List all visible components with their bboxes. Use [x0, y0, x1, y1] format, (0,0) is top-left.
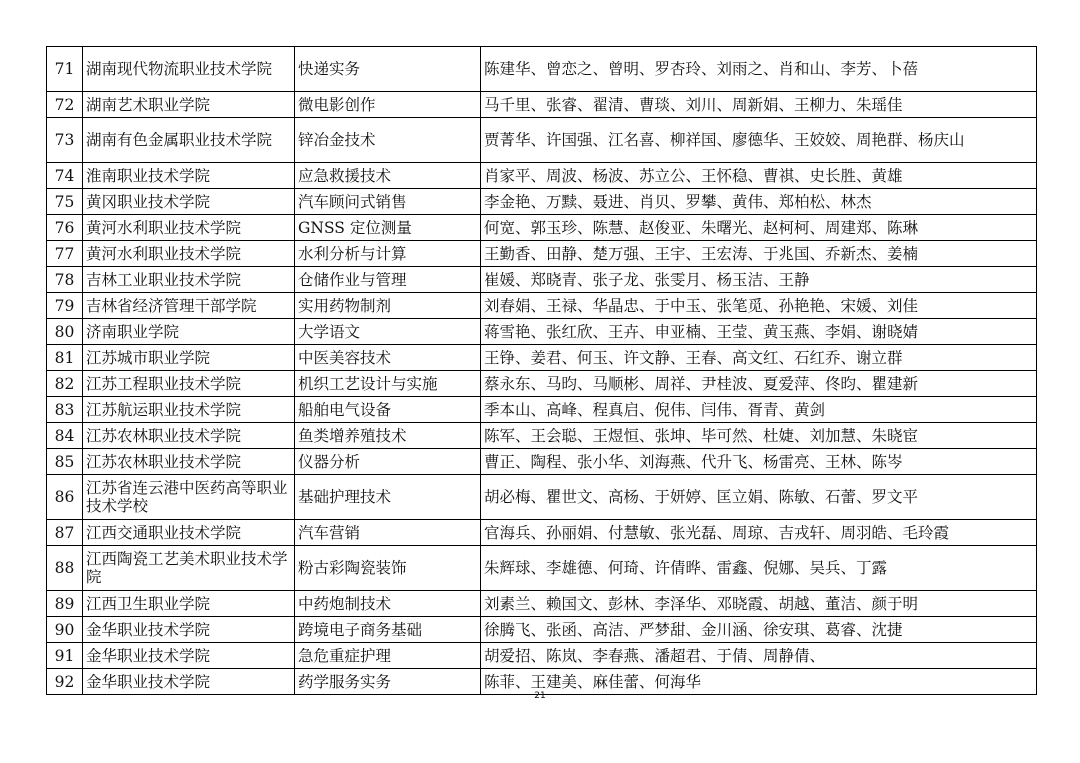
school-name-cell: 江西陶瓷工艺美术职业技术学院 — [83, 546, 295, 591]
row-number-cell: 71 — [47, 47, 83, 92]
school-name-cell: 江苏工程职业技术学院 — [83, 371, 295, 397]
table-row — [47, 293, 1037, 319]
course-name-cell: 锌冶金技术 — [295, 118, 481, 163]
row-number-cell: 74 — [47, 163, 83, 189]
school-name-cell: 济南职业学院 — [83, 319, 295, 345]
school-name-cell: 江苏农林职业技术学院 — [83, 423, 295, 449]
table-row — [47, 397, 1037, 423]
row-number-cell: 73 — [47, 118, 83, 163]
team-members-cell: 贾菁华、许国强、江名喜、柳祥国、廖德华、王姣姣、周艳群、杨庆山 — [481, 118, 1037, 163]
course-name-cell: 仓储作业与管理 — [295, 267, 481, 293]
school-name-cell: 湖南艺术职业学院 — [83, 92, 295, 118]
table-row — [47, 215, 1037, 241]
course-name-cell: 船舶电气设备 — [295, 397, 481, 423]
row-number-cell: 91 — [47, 643, 83, 669]
course-name-cell: 实用药物制剂 — [295, 293, 481, 319]
row-number-cell: 78 — [47, 267, 83, 293]
school-name-cell: 江西交通职业技术学院 — [83, 520, 295, 546]
team-members-cell: 陈军、王会聪、王煜恒、张坤、毕可然、杜婕、刘加慧、朱晓宦 — [481, 423, 1037, 449]
school-name-cell: 江苏城市职业学院 — [83, 345, 295, 371]
course-name-cell: 水利分析与计算 — [295, 241, 481, 267]
team-members-cell: 李金艳、万黩、聂进、肖贝、罗攀、黄伟、郑柏松、林杰 — [481, 189, 1037, 215]
course-name-cell: 基础护理技术 — [295, 475, 481, 520]
course-name-cell: 中药炮制技术 — [295, 591, 481, 617]
table-row — [47, 449, 1037, 475]
table-body — [47, 47, 1037, 695]
table-row — [47, 591, 1037, 617]
row-number-cell: 79 — [47, 293, 83, 319]
team-members-cell: 蔡永东、马昀、马顺彬、周祥、尹桂波、夏爱萍、佟昀、瞿建新 — [481, 371, 1037, 397]
course-name-cell: 药学服务实务 — [295, 669, 481, 695]
course-name-cell: 跨境电子商务基础 — [295, 617, 481, 643]
row-number-cell: 85 — [47, 449, 83, 475]
team-members-cell: 朱辉球、李雄德、何琦、许倩晔、雷鑫、倪娜、吴兵、丁露 — [481, 546, 1037, 591]
team-members-cell: 何宽、郭玉珍、陈慧、赵俊亚、朱曙光、赵柯柯、周建郑、陈琳 — [481, 215, 1037, 241]
row-number-cell: 83 — [47, 397, 83, 423]
school-name-cell: 金华职业技术学院 — [83, 643, 295, 669]
row-number-cell: 87 — [47, 520, 83, 546]
table-row — [47, 546, 1037, 591]
team-members-cell: 刘素兰、赖国文、彭林、李泽华、邓晓霞、胡越、董洁、颜于明 — [481, 591, 1037, 617]
course-name-cell: 机织工艺设计与实施 — [295, 371, 481, 397]
course-name-cell: 快递实务 — [295, 47, 481, 92]
row-number-cell: 88 — [47, 546, 83, 591]
table-row — [47, 267, 1037, 293]
course-name-cell: 微电影创作 — [295, 92, 481, 118]
table-row — [47, 520, 1037, 546]
school-name-cell: 湖南现代物流职业技术学院 — [83, 47, 295, 92]
table-row — [47, 319, 1037, 345]
team-members-cell: 陈菲、王建美、麻佳蕾、何海华 — [481, 669, 1037, 695]
row-number-cell: 86 — [47, 475, 83, 520]
team-members-cell: 崔媛、郑晓青、张子龙、张雯月、杨玉洁、王静 — [481, 267, 1037, 293]
table-row — [47, 241, 1037, 267]
team-members-cell: 王勤香、田静、楚万强、王宇、王宏涛、于兆国、乔新杰、姜楠 — [481, 241, 1037, 267]
table-row — [47, 475, 1037, 520]
table-row — [47, 643, 1037, 669]
course-name-cell: 粉古彩陶瓷装饰 — [295, 546, 481, 591]
team-members-cell: 曹正、陶程、张小华、刘海燕、代升飞、杨雷亮、王林、陈岑 — [481, 449, 1037, 475]
team-members-cell: 刘春娟、王禄、华晶忠、于中玉、张笔觅、孙艳艳、宋媛、刘佳 — [481, 293, 1037, 319]
course-name-cell: 大学语文 — [295, 319, 481, 345]
row-number-cell: 77 — [47, 241, 83, 267]
row-number-cell: 84 — [47, 423, 83, 449]
table-row — [47, 163, 1037, 189]
course-name-cell: 鱼类增养殖技术 — [295, 423, 481, 449]
school-name-cell: 黄河水利职业技术学院 — [83, 241, 295, 267]
table-row — [47, 371, 1037, 397]
school-name-cell: 江苏航运职业技术学院 — [83, 397, 295, 423]
team-members-cell: 陈建华、曾恋之、曾明、罗杏玲、刘雨之、肖和山、李芳、卜蓓 — [481, 47, 1037, 92]
course-name-cell: 仪器分析 — [295, 449, 481, 475]
team-members-cell: 季本山、高峰、程真启、倪伟、闫伟、胥青、黄剑 — [481, 397, 1037, 423]
school-name-cell: 江苏农林职业技术学院 — [83, 449, 295, 475]
team-members-cell: 胡必梅、瞿世文、高杨、于妍婷、匡立娟、陈敏、石蕾、罗文平 — [481, 475, 1037, 520]
row-number-cell: 92 — [47, 669, 83, 695]
table-row — [47, 92, 1037, 118]
course-name-cell: GNSS 定位测量 — [295, 215, 481, 241]
team-members-cell: 官海兵、孙丽娟、付慧敏、张光磊、周琼、吉戎轩、周羽皓、毛玲霞 — [481, 520, 1037, 546]
school-name-cell: 吉林省经济管理干部学院 — [83, 293, 295, 319]
school-name-cell: 湖南有色金属职业技术学院 — [83, 118, 295, 163]
school-name-cell: 金华职业技术学院 — [83, 669, 295, 695]
row-number-cell: 90 — [47, 617, 83, 643]
school-name-cell: 金华职业技术学院 — [83, 617, 295, 643]
table-row — [47, 423, 1037, 449]
team-members-cell: 王铮、姜君、何玉、许文静、王春、高文红、石红乔、谢立群 — [481, 345, 1037, 371]
row-number-cell: 80 — [47, 319, 83, 345]
team-members-cell: 马千里、张睿、翟清、曹琰、刘川、周新娟、王柳力、朱瑶佳 — [481, 92, 1037, 118]
school-name-cell: 吉林工业职业技术学院 — [83, 267, 295, 293]
table-row — [47, 189, 1037, 215]
course-name-cell: 急危重症护理 — [295, 643, 481, 669]
team-members-cell: 胡爱招、陈岚、李春燕、潘超君、于倩、周静倩、 — [481, 643, 1037, 669]
course-name-cell: 汽车顾问式销售 — [295, 189, 481, 215]
school-name-cell: 江西卫生职业学院 — [83, 591, 295, 617]
school-name-cell: 江苏省连云港中医药高等职业技术学校 — [83, 475, 295, 520]
school-name-cell: 黄冈职业技术学院 — [83, 189, 295, 215]
row-number-cell: 82 — [47, 371, 83, 397]
row-number-cell: 81 — [47, 345, 83, 371]
row-number-cell: 89 — [47, 591, 83, 617]
page-number: 21 — [534, 691, 546, 701]
row-number-cell: 75 — [47, 189, 83, 215]
table-row — [47, 47, 1037, 92]
course-name-cell: 中医美容技术 — [295, 345, 481, 371]
school-name-cell: 淮南职业技术学院 — [83, 163, 295, 189]
team-members-cell: 徐腾飞、张函、高洁、严梦甜、金川涵、徐安琪、葛睿、沈捷 — [481, 617, 1037, 643]
row-number-cell: 76 — [47, 215, 83, 241]
school-name-cell: 黄河水利职业技术学院 — [83, 215, 295, 241]
course-name-cell: 汽车营销 — [295, 520, 481, 546]
team-members-cell: 蒋雪艳、张红欣、王卉、申亚楠、王莹、黄玉燕、李娟、谢晓婧 — [481, 319, 1037, 345]
table-row — [47, 118, 1037, 163]
table-row — [47, 617, 1037, 643]
team-members-cell: 肖家平、周波、杨波、苏立公、王怀稳、曹祺、史长胜、黄雄 — [481, 163, 1037, 189]
course-name-cell: 应急救援技术 — [295, 163, 481, 189]
table-row — [47, 345, 1037, 371]
row-number-cell: 72 — [47, 92, 83, 118]
course-team-table — [46, 46, 1037, 695]
